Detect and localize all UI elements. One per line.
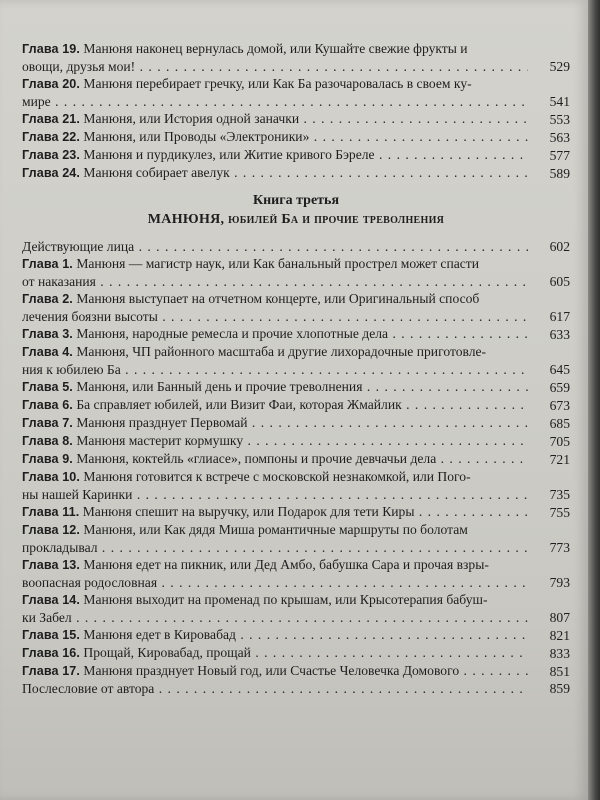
toc-entry — [22, 110, 570, 128]
page-number: 645 — [549, 362, 570, 377]
toc-entry — [22, 75, 570, 110]
toc-entry-line — [22, 539, 528, 556]
toc-entry — [22, 626, 570, 644]
chapter-title-text: Манюня, или Банный день и прочие треволнения — [76, 379, 363, 394]
chapter-title-text: Манюня, коктейль «глиасе», помпоны и прочие девчачьи дела — [76, 451, 437, 466]
chapter-label: Глава 7. — [22, 416, 73, 430]
toc-entry-line — [22, 521, 528, 539]
page-number: 793 — [549, 575, 570, 590]
page-number: 685 — [549, 416, 570, 431]
chapter-label: Глава 12. — [22, 523, 81, 537]
toc-entry — [22, 662, 570, 680]
chapter-title-text: Прощай, Кировабад, прощай — [83, 645, 251, 660]
toc-entry — [22, 644, 570, 662]
toc-entry-line — [22, 325, 528, 343]
toc-entry — [22, 164, 570, 182]
book-three-subtitle-rest: юбилей Ба и прочие треволнения — [228, 212, 445, 227]
chapter-title-text: Манюня и пурдикулез, или Житие кривого Бэреле — [83, 147, 375, 162]
page-number: 602 — [549, 239, 570, 254]
chapter-title-text: Манюня готовится к встрече с московской незнакомкой, или Пого- — [83, 469, 471, 484]
chapter-title-text: ки Забел — [22, 610, 72, 625]
toc-entry-line — [22, 308, 528, 325]
toc-entry — [22, 468, 570, 503]
chapter-label: Глава 21. — [22, 112, 81, 126]
page-number: 633 — [549, 327, 570, 342]
toc-entry-line — [22, 574, 528, 591]
chapter-label: Глава 22. — [22, 130, 81, 144]
toc-entry — [22, 396, 570, 414]
toc-entry-line — [22, 644, 528, 662]
toc-entry-line — [22, 273, 528, 290]
toc-entry — [22, 128, 570, 146]
toc-entry — [22, 521, 570, 556]
chapter-title-text: Манюня выступает на отчетном концерте, или Оригинальный способ — [76, 291, 480, 306]
chapter-label: Глава 17. — [22, 664, 81, 678]
toc-entry — [22, 40, 570, 75]
toc-entry — [22, 591, 570, 626]
page-number: 859 — [549, 681, 570, 696]
page-number: 773 — [549, 540, 570, 555]
chapter-label: Глава 24. — [22, 166, 81, 180]
toc-entry — [22, 325, 570, 343]
toc-entry-line — [22, 128, 528, 146]
toc-entry-line — [22, 238, 528, 255]
page-number: 605 — [549, 274, 570, 289]
toc-entry-line — [22, 93, 528, 110]
chapter-label: Глава 19. — [22, 42, 81, 56]
chapter-label: Глава 6. — [22, 398, 73, 412]
toc-entry-line — [22, 503, 528, 521]
chapter-title-text: Манюня едет в Кировабад — [83, 627, 236, 642]
toc-entry-line — [22, 468, 528, 486]
toc-entry-line — [22, 609, 528, 626]
chapter-title-text: Манюня едет на пикник, или Дед Амбо, бабушка Сара и прочая взры- — [83, 557, 489, 572]
chapter-title-text: Манюня, народные ремесла и прочие хлопотные дела — [76, 326, 389, 341]
book-three-heading: Книга третья — [252, 193, 340, 208]
chapter-title-text: Ба справляет юбилей, или Визит Фаи, которая Жмайлик — [76, 397, 402, 412]
toc-entry-line — [22, 255, 528, 273]
toc-entry-line — [22, 486, 528, 503]
book-three-subtitle-main: МАНЮНЯ, — [147, 212, 225, 227]
page-number: 721 — [549, 452, 570, 467]
chapter-title-text: лечения боязни высоты — [22, 309, 158, 324]
page-number: 577 — [549, 148, 570, 163]
toc-entry-line — [22, 361, 528, 378]
toc-book-one-tail — [22, 40, 570, 182]
chapter-title-text: Послесловие от автора — [22, 681, 155, 696]
toc-entry — [22, 414, 570, 432]
toc-entry-line — [22, 414, 528, 432]
toc-entry-line — [22, 680, 528, 697]
page-number: 659 — [549, 380, 570, 395]
toc-entry-line — [22, 626, 528, 644]
chapter-title-text: Манюня, или Проводы «Электроники» — [83, 129, 310, 144]
chapter-label: Глава 20. — [22, 77, 81, 91]
book-three-subtitle — [22, 212, 570, 228]
page-number: 563 — [549, 130, 570, 145]
toc-entry-line — [22, 40, 528, 58]
chapter-label: Глава 5. — [22, 380, 73, 394]
toc-entry-line — [22, 290, 528, 308]
chapter-title-text: ния к юбилею Ба — [22, 362, 121, 377]
toc-entry — [22, 146, 570, 164]
chapter-title-text: овощи, друзья мои! — [22, 59, 136, 74]
chapter-title-text: прокладывал — [22, 540, 98, 555]
chapter-title-text: Манюня наконец вернулась домой, или Кушайте свежие фрукты и — [83, 41, 468, 56]
chapter-label: Глава 13. — [22, 558, 81, 572]
chapter-title-text: Манюня празднует Новый год, или Счастье Человечка Домового — [83, 663, 460, 678]
chapter-label: Глава 23. — [22, 148, 81, 162]
toc-entry-line — [22, 110, 528, 128]
toc-entry-line — [22, 146, 528, 164]
toc-entry — [22, 290, 570, 325]
page-number: 705 — [549, 434, 570, 449]
chapter-title-text: ны нашей Каринки — [22, 487, 133, 502]
chapter-title-text: Манюня — магистр наук, или Как банальный прострел может спасти — [76, 256, 480, 271]
chapter-label: Глава 9. — [22, 452, 73, 466]
page-number: 553 — [549, 112, 570, 127]
chapter-label: Глава 15. — [22, 628, 81, 642]
toc-entry — [22, 556, 570, 591]
toc-entry — [22, 343, 570, 378]
page-number: 821 — [549, 628, 570, 643]
toc-entry — [22, 450, 570, 468]
page-number: 673 — [549, 398, 570, 413]
page-number: 807 — [549, 610, 570, 625]
page-number: 529 — [549, 59, 570, 74]
chapter-title-text: Действующие лица — [22, 239, 135, 254]
page-number: 851 — [549, 664, 570, 679]
toc-entry — [22, 255, 570, 290]
toc-entry — [22, 680, 570, 697]
chapter-title-text: Манюня, ЧП районного масштаба и другие лихорадочные приготовле- — [76, 344, 487, 359]
toc-entry-line — [22, 343, 528, 361]
toc-entry-line — [22, 58, 528, 75]
chapter-title-text: Манюня выходит на променад по крышам, или Крысотерапия бабуш- — [83, 592, 488, 607]
toc-entry — [22, 238, 570, 255]
toc-entry — [22, 378, 570, 396]
book-spine-shadow — [588, 0, 600, 800]
chapter-label: Глава 3. — [22, 327, 73, 341]
chapter-title-text: Манюня, или История одной заначки — [83, 111, 300, 126]
chapter-label: Глава 2. — [22, 292, 73, 306]
toc-entry-line — [22, 75, 528, 93]
toc-entry-line — [22, 591, 528, 609]
chapter-label: Глава 14. — [22, 593, 81, 607]
toc-entry-line — [22, 662, 528, 680]
chapter-title-text: от наказания — [22, 274, 96, 289]
chapter-title-text: Манюня празднует Первомай — [76, 415, 248, 430]
chapter-title-text: Манюня, или Как дядя Миша романтичные маршруты по болотам — [83, 522, 468, 537]
chapter-title-text: Манюня спешит на выручку, или Подарок для тети Киры — [82, 504, 415, 519]
chapter-title-text: Манюня собирает авелук — [83, 165, 230, 180]
toc-entry-line — [22, 164, 528, 182]
chapter-label: Глава 4. — [22, 345, 73, 359]
chapter-title-text: мире — [22, 94, 51, 109]
page-number: 589 — [549, 166, 570, 181]
toc-entry — [22, 432, 570, 450]
page-number: 617 — [549, 309, 570, 324]
page-number: 735 — [549, 487, 570, 502]
toc-entry-line — [22, 556, 528, 574]
chapter-label: Глава 16. — [22, 646, 81, 660]
chapter-label: Глава 11. — [22, 505, 80, 519]
chapter-title-text: воопасная родословная — [22, 575, 158, 590]
chapter-label: Глава 1. — [22, 257, 73, 271]
toc-entry-line — [22, 432, 528, 450]
chapter-title-text: Манюня перебирает гречку, или Как Ба разочаровалась в своем ку- — [83, 76, 472, 91]
chapter-title-text: Манюня мастерит кормушку — [76, 433, 244, 448]
toc-entry — [22, 503, 570, 521]
page-number: 541 — [549, 94, 570, 109]
toc-entry-line — [22, 450, 528, 468]
chapter-label: Глава 10. — [22, 470, 81, 484]
toc-entry-line — [22, 378, 528, 396]
toc-entry-line — [22, 396, 528, 414]
chapter-label: Глава 8. — [22, 434, 73, 448]
page-number: 833 — [549, 646, 570, 661]
toc-book-three — [22, 238, 570, 697]
page-number: 755 — [549, 505, 570, 520]
